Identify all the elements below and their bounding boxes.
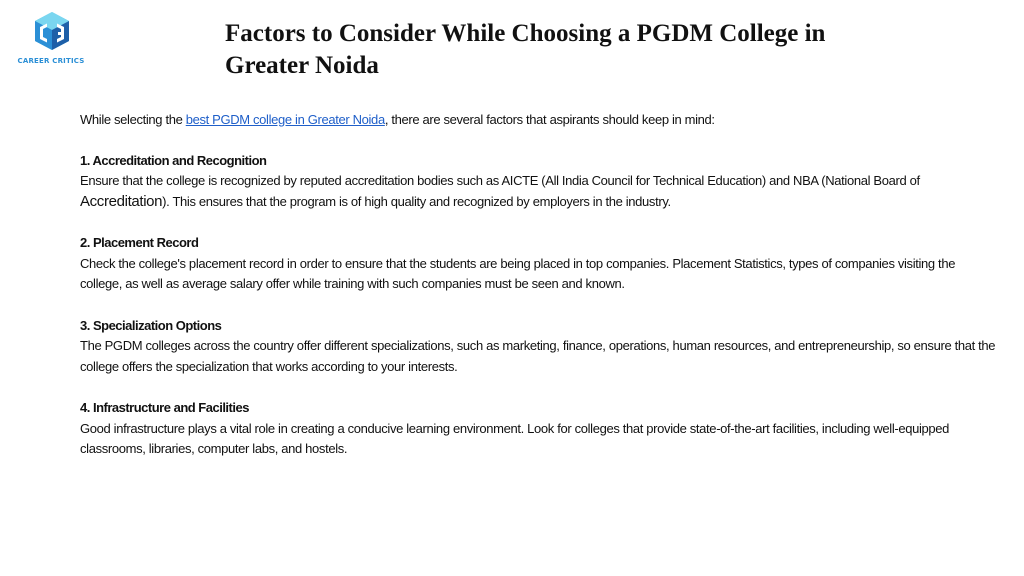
section-placement: [80, 233, 1000, 295]
section-body: Good infrastructure plays a vital role in creating a conducive learning environment. Look for colleges that provide state-of-the-art facilities, including well-equipped classrooms, libraries, computer labs, and hostels.: [80, 420, 950, 456]
section-accreditation: [80, 151, 1000, 213]
cube-logo-icon: [32, 10, 72, 54]
section-infrastructure: [80, 398, 1000, 460]
section-body: Check the college's placement record in order to ensure that the students are being placed in top companies. Placement Statistics, types of companies visiting the college, as well as average salary offer while training with such companies must be seen and known.: [80, 255, 956, 291]
section-body: The PGDM colleges across the country offer different specializations, such as marketing, finance, operations, human resources, and entrepreneurship, so ensure that the college offers the specialization that works according to your interests.: [80, 338, 996, 374]
section-heading: 4. Infrastructure and Facilities: [80, 400, 249, 415]
section-heading: 3. Specialization Options: [80, 317, 222, 333]
intro-text-before: While selecting the: [80, 112, 186, 127]
page-title: Factors to Consider While Choosing a PGDM College in Greater Noida: [225, 20, 826, 79]
section-body-text: ). This ensures that the program is of high quality and recognized by employers in the industry.: [162, 193, 671, 209]
logo-text: CAREER CRITICS: [17, 57, 85, 65]
section-heading: 2. Placement Record: [80, 235, 199, 250]
article-body: [80, 110, 1000, 481]
intro-text-after: , there are several factors that aspirants should keep in mind:: [384, 112, 715, 127]
career-critics-logo: [10, 8, 92, 70]
section-heading: 1. Accreditation and Recognition: [80, 152, 267, 168]
section-specialization: [80, 316, 1000, 378]
best-pgdm-college-link[interactable]: best PGDM college in Greater Noida: [185, 112, 385, 127]
intro-paragraph: [80, 110, 1000, 131]
section-body-text: Ensure that the college is recognized by reputed accreditation bodies such as AICTE (All India Council for Technical Education) and NBA (National Board of: [80, 173, 920, 188]
section-body-emphasis: Accreditation: [80, 192, 163, 210]
section-body: [80, 171, 1000, 212]
